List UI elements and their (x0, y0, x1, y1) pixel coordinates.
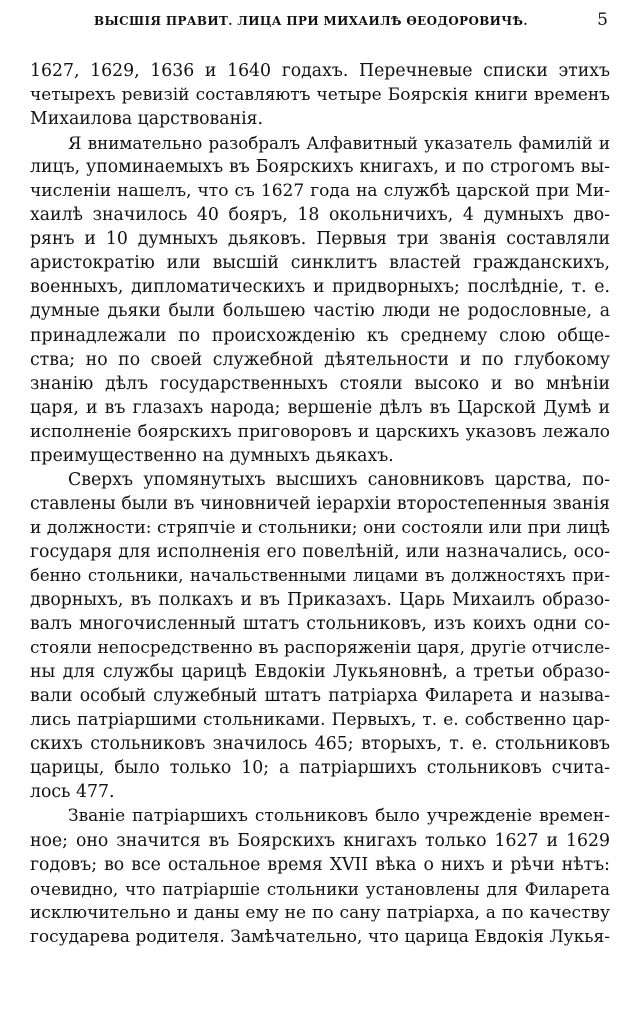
text-line: государева родителя. Замѣчательно, что царица Евдокія Лукья- (30, 926, 610, 947)
text-line: и должности: стряпчіе и стольники; они состояли или при лицѣ (30, 517, 610, 538)
text-line: Михаилова царствованія. (30, 109, 264, 130)
text-line: исключительно и даны ему не по сану патріарха, а по качеству (30, 902, 610, 923)
text-line: лось 477. (30, 782, 115, 803)
text-line: дворныхъ, въ полкахъ и въ Приказахъ. Царь Михаилъ образо- (30, 590, 610, 611)
text-line: царя, и въ глазахъ народа; вершеніе дѣлъ въ Царской Думѣ и (30, 397, 610, 418)
text-line: скихъ стольниковъ значилось 465; вторыхъ, т. е. стольниковъ (30, 734, 610, 755)
text-line: ставлены были въ чиновничей іерархіи второстепенныя званія (30, 493, 610, 514)
text-line: военныхъ, дипломатическихъ и придворныхъ; послѣдніе, т. е. (30, 277, 610, 298)
text-line: аристократію или высшій синклитъ властей гражданскихъ, (30, 253, 610, 274)
text-line: годовъ; во все остальное время XVII вѣка о нихъ и рѣчи нѣтъ: (30, 854, 610, 875)
text-line: очевидно, что патріаршіе стольники установлены для Филарета (30, 878, 610, 899)
text-line: бенно стольники, начальственными лицами въ должностяхъ при- (30, 565, 610, 585)
running-head: ВЫСШІЯ ПРАВИТ. ЛИЦА ПРИ МИХАИЛѢ ѲЕОДОРОВИЧѢ. (94, 14, 528, 28)
text-line: государя для исполненія его повелѣній, или назначались, осо- (30, 541, 610, 562)
page-number: 5 (597, 10, 608, 30)
body-text (30, 59, 610, 949)
text-line: преимущественно на думныхъ дьякахъ. (30, 445, 394, 466)
text-line: четырехъ ревизій составляютъ четыре Боярскія книги временъ (30, 85, 610, 106)
text-line: Я внимательно разобралъ Алфавитный указатель фамилій и (68, 133, 610, 154)
text-line: думные дьяки были большею частію люди не родословные, а (30, 301, 610, 322)
text-line: хаилѣ значилось 40 бояръ, 18 окольничихъ, 4 думныхъ дво- (30, 205, 610, 226)
text-line: 1627, 1629, 1636 и 1640 годахъ. Перечневые списки этихъ (30, 61, 610, 81)
text-line: Званіе патріаршихъ стольниковъ было учрежденіе времен- (68, 806, 610, 827)
text-line: царицы, было только 10; а патріаршихъ стольниковъ счита- (30, 758, 610, 779)
text-line: ства; но по своей служебной дѣятельности и по глубокому (30, 349, 610, 370)
text-line: рянъ и 10 думныхъ дьяковъ. Первыя три званія составляли (30, 229, 610, 250)
text-line: лись патріаршими стольниками. Первыхъ, т. е. собственно цар- (30, 710, 610, 731)
text-line: Сверхъ упомянутыхъ высшихъ сановниковъ царства, по- (68, 469, 610, 490)
text-line: лицъ, упоминаемыхъ въ Боярскихъ книгахъ, и по строгомъ вы- (30, 157, 610, 178)
text-line: знанію дѣлъ государственныхъ стояли высоко и во мнѣніи (30, 373, 610, 394)
text-line: стояли непосредственно въ распоряженіи царя, другіе отчисле- (30, 638, 610, 659)
text-line: исполненіе боярскихъ приговоровъ и царскихъ указовъ лежало (30, 421, 610, 442)
text-line: вали особый служебный штатъ патріарха Филарета и называ- (30, 686, 610, 707)
text-line: ное; оно значится въ Боярскихъ книгахъ только 1627 и 1629 (30, 830, 610, 851)
text-line: ны для службы царицѣ Евдокіи Лукьяновнѣ, а третьи образо- (30, 662, 610, 683)
text-line: численіи нашелъ, что съ 1627 года на службѣ царской при Ми- (30, 181, 610, 202)
text-line: принадлежали по происхожденію къ среднему слою обще- (30, 325, 610, 346)
text-line: валъ многочисленный штатъ стольниковъ, изъ коихъ одни со- (30, 614, 610, 635)
